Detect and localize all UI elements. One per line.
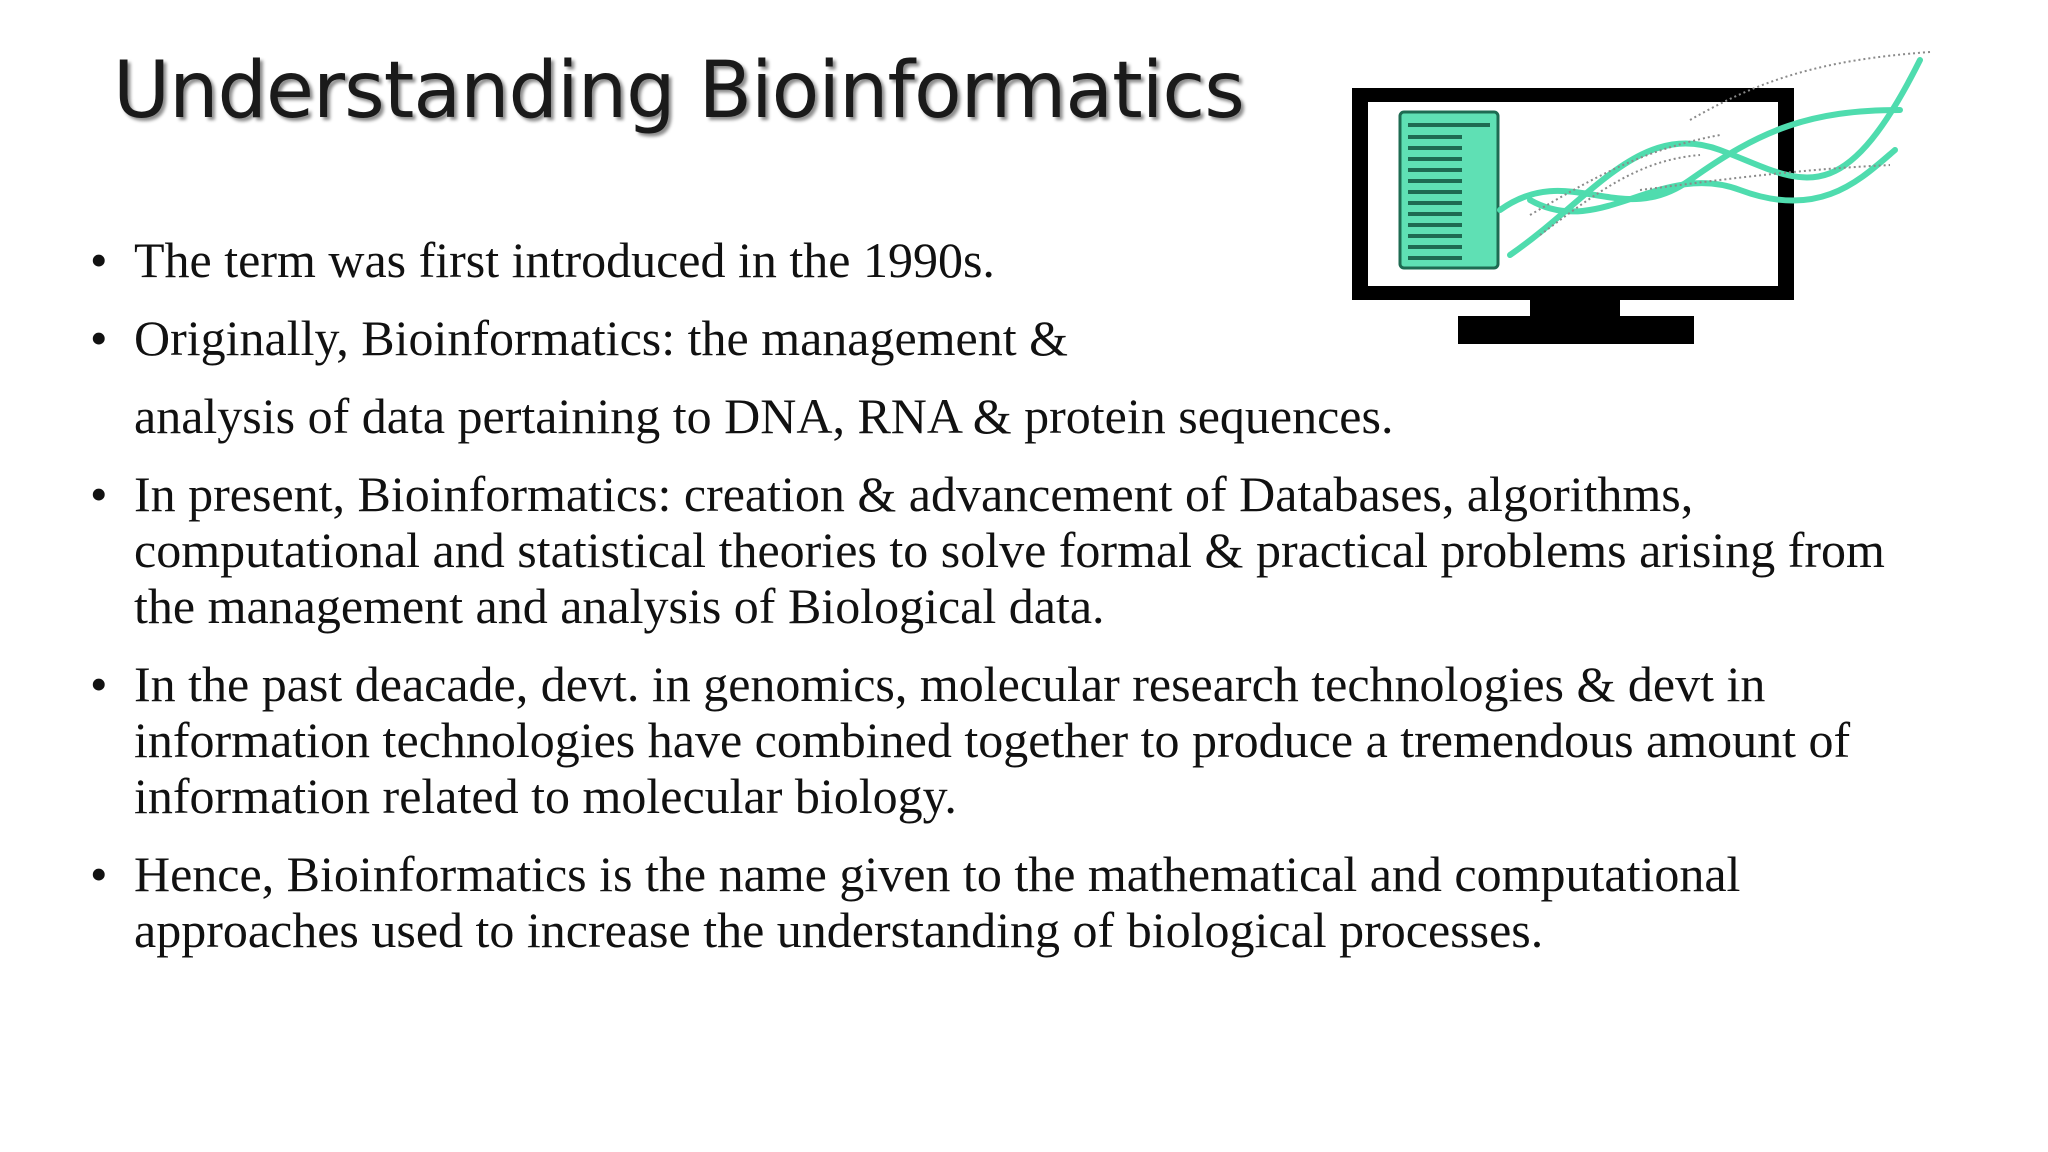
- bullet-item-2: [90, 310, 1950, 444]
- bullet-item-3: [90, 466, 1950, 634]
- bullet-text: Hence, Bioinformatics is the name given to the mathematical and computational approaches used to increase the understanding of biological processes.: [134, 846, 1741, 958]
- bullet-text: In present, Bioinformatics: creation & advancement of Databases, algorithms, computational and statistical theories to solve formal & practical problems arising from the management and analysis of Biological data.: [134, 466, 1885, 634]
- bullet-marker: •: [90, 310, 108, 366]
- bullet-marker: •: [90, 656, 108, 712]
- bullet-text: In the past deacade, devt. in genomics, molecular research technologies & devt in information technologies have combined together to produce a tremendous amount of information related to molecular biology.: [134, 656, 1851, 824]
- bullet-item-1: [90, 232, 1950, 288]
- bullet-marker: •: [90, 466, 108, 522]
- bullet-marker: •: [90, 846, 108, 902]
- slide-title: Understanding Bioinformatics: [113, 46, 1244, 136]
- bullet-text: Originally, Bioinformatics: the management &: [134, 310, 1069, 366]
- bullet-item-4: [90, 656, 1950, 824]
- bullet-list: [90, 232, 1950, 980]
- bullet-item-5: [90, 846, 1950, 958]
- bullet-marker: •: [90, 232, 108, 288]
- bullet-continuation-text: analysis of data pertaining to DNA, RNA & protein sequences.: [134, 388, 1394, 444]
- bullet-text: The term was first introduced in the 1990s.: [134, 232, 995, 288]
